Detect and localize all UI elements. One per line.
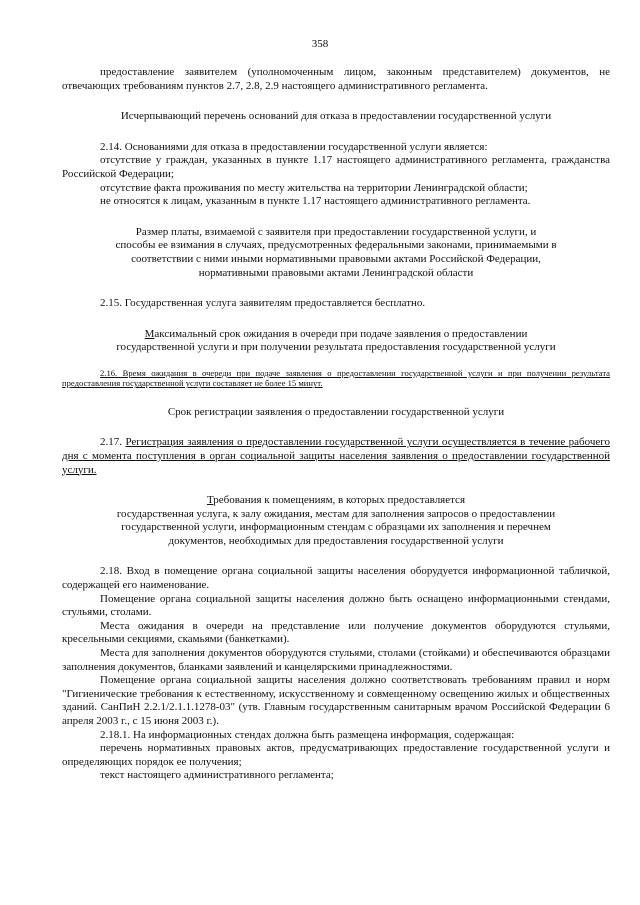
section-2-17-text: Регистрация заявления о предоставлении государственной услуги осуществляется в течение рабочего дня с момента поступления в орган социальной защиты населения заявления о предоставлении государственной услуги. bbox=[62, 436, 611, 476]
document-body bbox=[62, 66, 610, 783]
heading-waiting-time bbox=[62, 328, 610, 355]
heading-premises-line: документов, необходимых для предоставления государственной услуги bbox=[168, 534, 504, 547]
section-2-18-sanpin: Помещение органа социальной защиты населения должно соответствовать требованиям правил и норм "Гигиенические требования к естественному, искусственному и совмещенному освещению жилых и общественных зданий. СанПиН 2.2.1/2.1.1.1278-03" (утв. Главным государственным санитарным врачом Российской Федерации 6 апреля 2003 г., с 15 июня 2003 г.). bbox=[62, 674, 610, 727]
section-2-14-item-persons: не относятся к лицам, указанным в пункте 1.17 настоящего административного регламента. bbox=[100, 195, 531, 208]
heading-fee-line: способы ее взимания в случаях, предусмотренных федеральными законами, принимаемыми в bbox=[115, 239, 557, 252]
section-2-18-1-intro: 2.18.1. На информационных стендах должна быть размещена информация, содержащая: bbox=[100, 728, 515, 741]
section-2-16: 2.16. Время ожидания в очереди при подаче заявления о предоставлении государственной услуги и при получении результата предоставления государственной услуги составляет не более 15 минут. bbox=[62, 367, 610, 389]
section-2-18-entrance: 2.18. Вход в помещение органа социальной защиты населения оборудуется информационной табличкой, содержащей его наименование. bbox=[62, 565, 610, 592]
heading-fee-line: Размер платы, взимаемой с заявителя при предоставлении государственной услуги, и bbox=[135, 225, 537, 238]
heading-refusal-grounds: Исчерпывающий перечень оснований для отказа в предоставлении государственной услуги bbox=[120, 110, 552, 123]
heading-waiting-time-line: государственной услуги и при получении результата предоставления государственной услуги bbox=[116, 341, 556, 354]
section-2-18-1-item-acts: перечень нормативных правовых актов, предусматривающих предоставление государственной услуги и определяющих порядок ее получения; bbox=[62, 742, 610, 768]
heading-premises-line: ребования к помещениям, в которых предоставляется bbox=[213, 494, 466, 507]
heading-registration-term: Срок регистрации заявления о предоставлении государственной услуги bbox=[167, 405, 505, 418]
heading-waiting-time-initial: М bbox=[144, 327, 155, 340]
section-2-18-equipment: Помещение органа социальной защиты населения должно быть оснащено информационными стендами, стульями, столами. bbox=[62, 592, 610, 619]
heading-premises-line: государственная услуга, к залу ожидания, местам для заполнения запросов о предоставлении bbox=[116, 507, 556, 520]
page-number: 358 bbox=[311, 38, 329, 50]
section-2-17-number: 2.17. bbox=[100, 436, 122, 449]
section-2-18-filling-places: Места для заполнения документов оборудуются стульями, столами (стойками) и обеспечиваются образцами заполнения документов, бланками заявлений и канцелярскими принадлежностями. bbox=[62, 647, 610, 673]
heading-fee-line: соответствии с ними иными нормативными правовыми актами Российской Федерации, bbox=[131, 252, 541, 265]
section-2-14-item-citizenship: отсутствие у граждан, указанных в пункте 1.17 настоящего административного регламента, гражданства Российской Федерации; bbox=[62, 154, 610, 180]
heading-fee-line: нормативными правовыми актами Ленинградской области bbox=[198, 266, 474, 279]
section-2-18-1-item-regulation: текст настоящего административного регламента; bbox=[100, 769, 334, 782]
section-2-14-item-residence: отсутствие факта проживания по месту жительства на территории Ленинградской области; bbox=[100, 181, 528, 194]
heading-premises-line: государственной услуги, информационным стендам с образцами их заполнения и перечнем bbox=[121, 521, 551, 534]
paragraph-rejection-grounds-end: предоставление заявителем (уполномоченным лицом, законным представителем) документов, не отвечающих требованиям пунктов 2.7, 2.8, 2.9 настоящего административного регламента. bbox=[62, 66, 610, 92]
heading-fee bbox=[62, 226, 610, 280]
section-2-14-intro: 2.14. Основаниями для отказа в предоставлении государственной услуги является: bbox=[100, 140, 488, 153]
heading-premises-initial: Т bbox=[206, 494, 214, 507]
heading-waiting-time-line: аксимальный срок ожидания в очереди при подаче заявления о предоставлении bbox=[154, 327, 528, 340]
section-2-18-waiting-places: Места ожидания в очереди на представление или получение документов оборудуются стульями, кресельными секциями, скамьями (банкетками). bbox=[62, 619, 610, 646]
section-2-15: 2.15. Государственная услуга заявителям предоставляется бесплатно. bbox=[100, 297, 426, 310]
heading-premises-requirements bbox=[62, 494, 610, 548]
section-2-17 bbox=[62, 436, 610, 477]
